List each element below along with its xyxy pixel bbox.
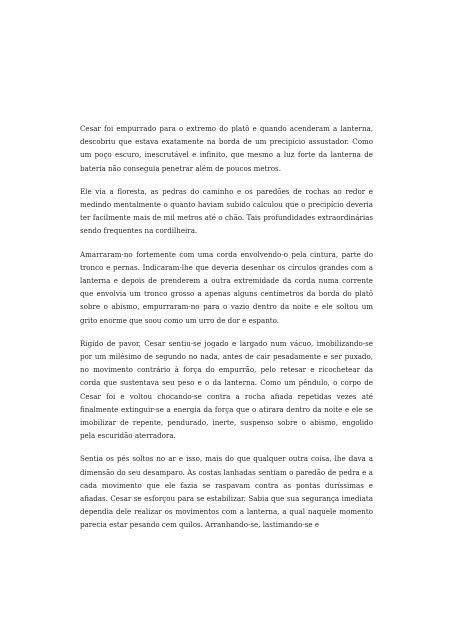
paragraph-3: Amarraram-no fortemente com uma corda envolvendo-o pela cintura, parte do tronco e pernas. Indicaram-lhe que deveria desenhar os círculos grandes com a lanterna e depois de prenderem a outra extremidade da corda numa corrente que envolvia um tronco grosso a apenas alguns centímetros da borda do platô sobre o abismo, empurraram-no para o vazio dentro da noite e ele soltou um grito enorme que soou como um urro de dor e espanto. [80, 249, 373, 325]
paragraph-5: Sentia os pés soltos no ar e isso, mais do que qualquer outra coisa, lhe dava a dimensão do seu desamparo. As costas lanhadas sentiam o paredão de pedra e a cada movimento que ele fazia se raspavam contra as pontas duríssimas e afiadas. Cesar se esforçou para se estabilizar. Sabia que sua segurança imediata dependia dele realizar os movimentos com a lanterna, a qual naquele momento parecia estar pesando cem quilos. Arranhando-se, lastimando-se e [80, 454, 373, 530]
paragraph-1: Cesar foi empurrado para o extremo do platô e quando acenderam a lanterna, descobriu que estava exatamente na borda de um precipício assustador. Como um poço escuro, inescrutável e infinito, que mesmo a luz forte da lanterna de bateria não conseguia penetrar além de poucos metros. [80, 124, 373, 173]
body-text [80, 122, 373, 542]
paragraph-2: Ele via a floresta, as pedras do caminho e os paredões de rochas ao redor e medindo mentalmente o quanto haviam subido calculou que o precipício deveria ter facilmente mais de mil metros até o chão. Tais profundidades extraordinárias sendo frequentes na cordilheira. [80, 186, 373, 236]
paragraph-4: Rígido de pavor, Cesar sentiu-se jogado e largado num vácuo, imobilizando-se por um milésimo de segundo no nada, antes de cair pesadamente e ser puxado, no movimento contrário à força do empurrão, pelo retesar e ricochetear da corda que sustentava seu peso e o da lanterna. Como um pêndulo, o corpo de Cesar foi e voltou chocando-se contra a rocha afiada repetidas vezes até finalmente extinguir-se a energia da força que o atirara dentro da noite e ele se imobilizar de repente, pendurado, inerte, suspenso sobre o abismo, engolido pela escuridão aterradora. [80, 338, 373, 441]
